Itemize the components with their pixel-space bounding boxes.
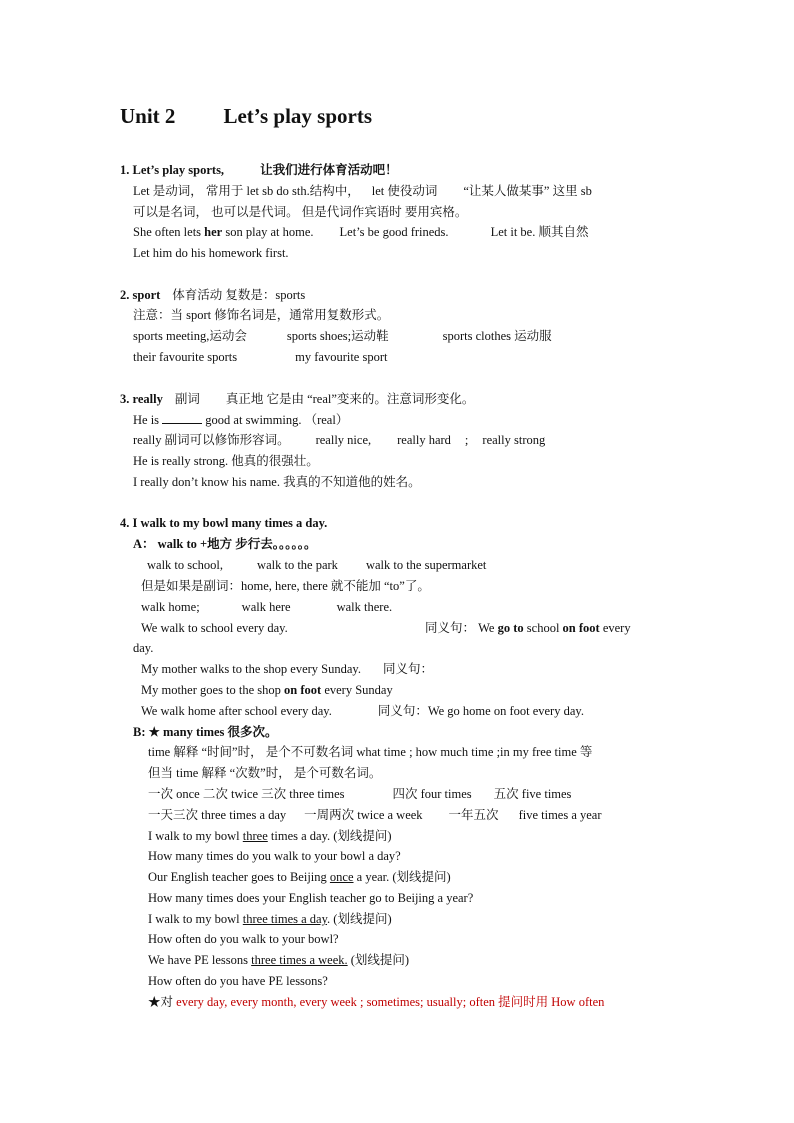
section-3-fill-blank — [133, 412, 348, 428]
text-span: walk here — [241, 600, 291, 614]
text-span: 一次 once 二次 twice 三次 three times — [148, 787, 345, 801]
section-4-a-line-4-synonym — [425, 620, 631, 636]
text-span: on foot — [284, 683, 322, 697]
section-4-b-heading: B: ★ many times 很多次。 — [133, 725, 278, 739]
section-4-a-heading: A： walk to +地方 步行去。。。。。。 — [133, 537, 317, 551]
text-span: really hard — [397, 433, 451, 447]
text-span: on foot — [562, 621, 600, 635]
section-2-note: 注意：当 sport 修饰名词是，通常用复数形式。 — [133, 308, 390, 322]
text-span: good at swimming. （real） — [202, 413, 349, 427]
unit-topic: Let’s play sports — [223, 104, 372, 128]
page-title — [120, 104, 372, 129]
section-4-b-line-6: How many times do you walk to your bowl a day? — [148, 849, 401, 863]
text-span: “让某人做某事” 这里 sb — [463, 184, 592, 198]
section-4-b-line-2: 但当 time 解释 “次数”时， 是个可数名词。 — [148, 766, 382, 780]
section-4-a-line-3 — [141, 599, 392, 615]
section-4-a-line-5: day. — [133, 641, 154, 655]
text-span: their favourite sports — [133, 350, 238, 364]
section-1-line-2: 可以是名词， 也可以是代词。 但是代词作宾语时 要用宾格。 — [133, 205, 468, 219]
section-1-examples — [133, 224, 588, 240]
text-span: school — [523, 621, 563, 635]
text-span: walk to school, — [147, 558, 224, 572]
text-span: (划线提问) — [347, 953, 410, 967]
text-span: my favourite sport — [295, 350, 388, 364]
section-2-examples-2 — [133, 349, 387, 365]
text-span: sports shoes;运动鞋 — [286, 329, 389, 343]
text-span: walk there. — [336, 600, 393, 614]
text-span: once — [329, 870, 354, 884]
section-1-heading-cn: 让我们进行体育活动吧！ — [260, 163, 398, 177]
text-span: go to — [497, 621, 524, 635]
section-4-heading: 4. I walk to my bowl many times a day. — [120, 516, 328, 530]
section-1-heading-en: 1. Let’s play sports, — [120, 163, 225, 177]
text-span: times a day. (划线提问) — [267, 829, 392, 843]
unit-label: Unit 2 — [120, 104, 176, 128]
text-span: He is — [133, 413, 163, 427]
text-span: son play at home. — [222, 225, 314, 239]
text-span: We have PE lessons — [148, 953, 252, 967]
text-span: really strong — [482, 433, 546, 447]
text-span: walk to the supermarket — [365, 558, 487, 572]
text-span: Let’s be good frineds. — [339, 225, 449, 239]
text-span: really 副词可以修饰形容词。 — [133, 433, 290, 447]
text-span: 体育活动 复数是：sports — [172, 288, 306, 302]
text-span: 3. really — [120, 392, 163, 406]
section-3-line-3: He is really strong. 他真的很强壮。 — [133, 454, 319, 468]
text-span: 同义句：We go home on foot every day. — [377, 704, 584, 718]
section-4-b-line-8: How many times does your English teacher go to Beijing a year? — [148, 891, 474, 905]
text-span: let 使役动词 — [371, 184, 438, 198]
text-span: I walk to my bowl — [148, 829, 243, 843]
section-1-example-2: Let him do his homework first. — [133, 246, 289, 260]
text-span: Our English teacher goes to Beijing — [148, 870, 330, 884]
text-span: three — [242, 829, 268, 843]
text-span: every — [599, 621, 631, 635]
text-span: walk home; — [141, 600, 200, 614]
section-3-line-2 — [133, 432, 545, 448]
section-4-a-line-4: We walk to school every day. — [141, 621, 288, 635]
text-span: ; — [464, 433, 469, 447]
section-4-b-line-13 — [148, 994, 604, 1010]
section-4-a-line-2: 但是如果是副词：home, here, there 就不能加 “to”了。 — [141, 579, 430, 593]
section-4-a-line-6 — [141, 661, 433, 677]
text-span: 2. sport — [120, 288, 161, 302]
text-span: We walk home after school every day. — [141, 704, 332, 718]
section-4-b-line-7 — [148, 869, 451, 885]
text-span: sports meeting,运动会 — [133, 329, 247, 343]
section-4-a-line-7 — [141, 682, 393, 698]
section-4-b-line-1: time 解释 “时间”时， 是个不可数名词 what time ; how much time ;in my free time 等 — [148, 745, 593, 759]
section-4-b-line-5 — [148, 828, 392, 844]
section-2-examples-1 — [133, 328, 552, 344]
text-span: three times a day — [242, 912, 328, 926]
text-span: her — [204, 225, 223, 239]
star-icon: ★对 — [148, 995, 174, 1009]
text-span: She often lets — [133, 225, 205, 239]
text-span: My mother goes to the shop — [141, 683, 285, 697]
text-span: 五次 five times — [493, 787, 572, 801]
text-span: 一天三次 three times a day — [148, 808, 287, 822]
text-span: 一年五次 — [448, 808, 499, 822]
text-span: Let it be. 顺其自然 — [490, 225, 589, 239]
text-span: three times a week. — [251, 953, 348, 967]
text-span: 同义句： — [383, 662, 434, 676]
text-span: every day, every month, every week ; sometimes; usually; often 提问时用 How often — [173, 995, 605, 1009]
section-4-b-line-3 — [148, 786, 571, 802]
text-span: walk to the park — [257, 558, 338, 572]
text-span: Let 是动词， 常用于 let sb do sth.结构中， — [133, 184, 360, 198]
section-4-b-line-4 — [148, 807, 602, 823]
section-1-heading — [120, 162, 398, 178]
section-4-a-line-8 — [141, 703, 584, 719]
text-span: My mother walks to the shop every Sunday. — [141, 662, 361, 676]
section-2-heading — [120, 287, 305, 303]
section-4-b-line-10: How often do you walk to your bowl? — [148, 932, 339, 946]
text-span: five times a year — [518, 808, 602, 822]
text-span: sports clothes 运动服 — [442, 329, 552, 343]
section-4-b-line-12: How often do you have PE lessons? — [148, 974, 328, 988]
section-4-a-line-1 — [147, 557, 486, 573]
section-1-line-1 — [133, 183, 592, 199]
answer-blank — [162, 412, 202, 424]
text-span: 副词 — [174, 392, 200, 406]
text-span: every Sunday — [321, 683, 393, 697]
section-3-line-4: I really don’t know his name. 我真的不知道他的姓名。 — [133, 475, 421, 489]
text-span: I walk to my bowl — [148, 912, 243, 926]
text-span: 同义句： We — [425, 621, 498, 635]
text-span: 四次 four times — [392, 787, 472, 801]
text-span: really nice, — [315, 433, 372, 447]
section-3-heading — [120, 391, 474, 407]
section-4-b-line-9 — [148, 911, 392, 927]
text-span: 真正地 它是由 “real”变来的。注意词形变化。 — [225, 392, 475, 406]
text-span: . (划线提问) — [327, 912, 392, 926]
section-4-b-line-11 — [148, 952, 409, 968]
text-span: 一周两次 twice a week — [304, 808, 423, 822]
text-span: a year. (划线提问) — [353, 870, 451, 884]
